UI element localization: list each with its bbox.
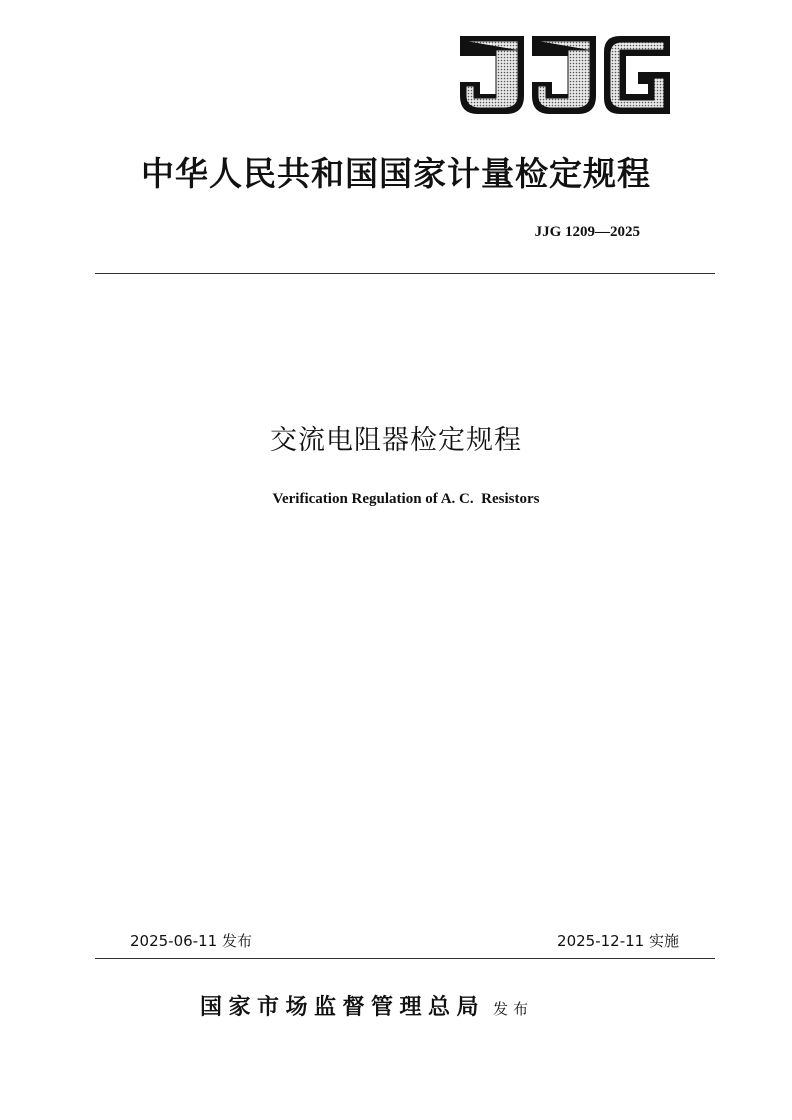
standard-code: JJG 1209—2025 xyxy=(534,224,640,240)
issue-date: 2025-06-11 发布 xyxy=(130,932,252,950)
issuing-authority-title: 中华人民共和国国家计量检定规程 xyxy=(141,154,651,193)
jjg-logo xyxy=(458,32,672,118)
document-title-english: Verification Regulation of A. C. Resistors xyxy=(272,491,540,507)
document-title-chinese: 交流电阻器检定规程 xyxy=(270,425,522,456)
publisher-line xyxy=(200,990,533,1021)
publisher-organization: 国家市场监督管理总局 xyxy=(200,994,486,1020)
implementation-date: 2025-12-11 实施 xyxy=(557,932,679,950)
bottom-divider xyxy=(95,958,715,959)
publisher-action: 发布 xyxy=(493,1000,534,1018)
top-divider xyxy=(95,273,715,274)
